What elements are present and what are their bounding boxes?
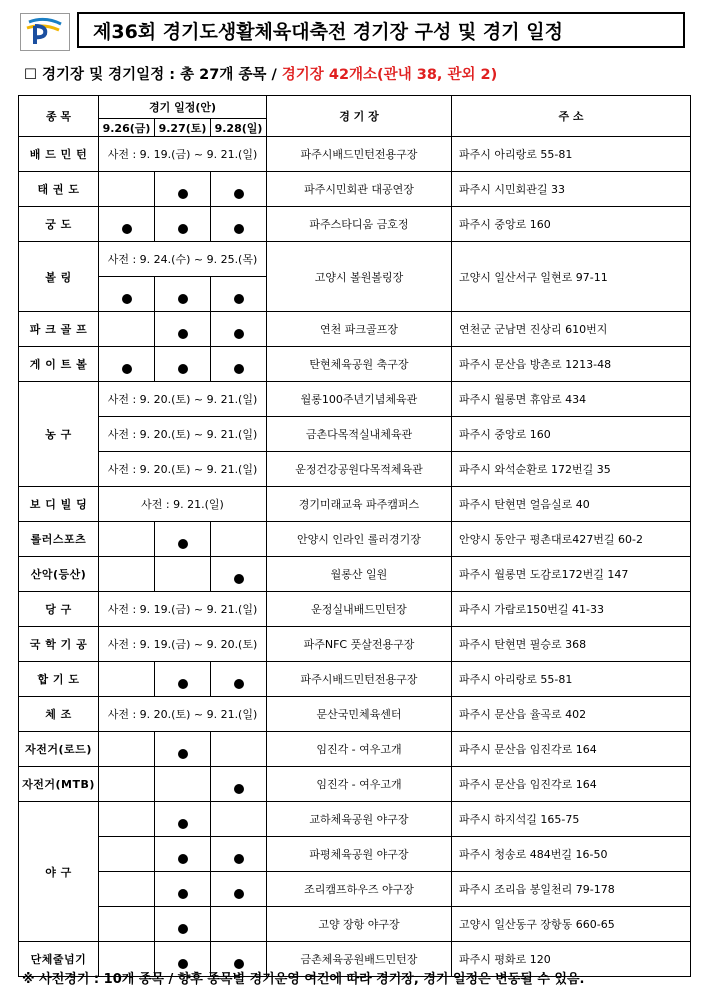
sport-name: 보 디 빌 딩 <box>19 487 99 522</box>
table-row <box>19 802 691 837</box>
venue-address: 파주시 청송로 484번길 16-50 <box>452 837 691 872</box>
sport-name: 산악(등산) <box>19 557 99 592</box>
day2-cell <box>155 872 211 907</box>
footer-note: ※ 사전경기 : 10개 종목 / 향후 종목별 경기운영 여건에 따라 경기장, 경기 일정은 변동될 수 있음. <box>22 972 585 987</box>
sport-name: 체 조 <box>19 697 99 732</box>
venue-address: 파주시 탄현면 얼음실로 40 <box>452 487 691 522</box>
table-row <box>19 347 691 382</box>
venue-address: 연천군 군남면 진상리 610번지 <box>452 312 691 347</box>
venue-address: 파주시 아리랑로 55-81 <box>452 137 691 172</box>
pre-schedule: 사전 : 9. 19.(금) ~ 9. 21.(일) <box>99 137 267 172</box>
venue-address: 파주시 가람로150번길 41-33 <box>452 592 691 627</box>
table-row <box>19 452 691 487</box>
table-row <box>19 627 691 662</box>
venue-name: 월롱100주년기념체육관 <box>267 382 452 417</box>
pre-schedule: 사전 : 9. 20.(토) ~ 9. 21.(일) <box>99 452 267 487</box>
schedule-dot-icon <box>178 189 188 199</box>
venue-address: 고양시 일산서구 일현로 97-11 <box>452 242 691 312</box>
pre-schedule: 사전 : 9. 20.(토) ~ 9. 21.(일) <box>99 417 267 452</box>
day2-cell <box>155 522 211 557</box>
venue-name: 파주시배드민턴전용구장 <box>267 137 452 172</box>
header-venue: 경 기 장 <box>267 96 452 137</box>
day3-cell <box>211 207 267 242</box>
table-row <box>19 837 691 872</box>
table-row <box>19 592 691 627</box>
venue-name: 고양 장항 야구장 <box>267 907 452 942</box>
sport-name: 단체줄넘기 <box>19 942 99 977</box>
table-row <box>19 697 691 732</box>
venue-address: 파주시 월롱면 휴암로 434 <box>452 382 691 417</box>
pre-schedule: 사전 : 9. 19.(금) ~ 9. 20.(토) <box>99 627 267 662</box>
day2-cell <box>155 907 211 942</box>
day1-cell <box>99 662 155 697</box>
day2-cell <box>155 662 211 697</box>
venue-name: 고양시 볼원볼링장 <box>267 242 452 312</box>
table-row <box>19 137 691 172</box>
sport-name: 자전거(로드) <box>19 732 99 767</box>
venue-address: 파주시 시민회관길 33 <box>452 172 691 207</box>
day1-cell <box>99 312 155 347</box>
day3-cell <box>211 802 267 837</box>
venue-name: 파주시배드민턴전용구장 <box>267 662 452 697</box>
table-row <box>19 487 691 522</box>
schedule-dot-icon <box>122 294 132 304</box>
schedule-dot-icon <box>234 784 244 794</box>
schedule-dot-icon <box>178 749 188 759</box>
pre-schedule: 사전 : 9. 20.(토) ~ 9. 21.(일) <box>99 697 267 732</box>
day1-cell <box>99 802 155 837</box>
header-address: 주 소 <box>452 96 691 137</box>
header-day1: 9.26(금) <box>99 119 155 137</box>
logo <box>20 13 70 51</box>
logo-icon <box>21 14 69 50</box>
day2-cell <box>155 767 211 802</box>
venue-address: 고양시 일산동구 장항동 660-65 <box>452 907 691 942</box>
schedule-dot-icon <box>234 189 244 199</box>
schedule-body <box>19 137 691 977</box>
venue-name: 임진각 - 여우고개 <box>267 767 452 802</box>
table-row <box>19 732 691 767</box>
day2-cell <box>155 837 211 872</box>
sport-name: 태 권 도 <box>19 172 99 207</box>
schedule-dot-icon <box>122 364 132 374</box>
table-row <box>19 382 691 417</box>
schedule-dot-icon <box>178 854 188 864</box>
sport-name: 롤러스포츠 <box>19 522 99 557</box>
table-row <box>19 907 691 942</box>
day3-cell <box>211 662 267 697</box>
venue-name: 운정실내배드민턴장 <box>267 592 452 627</box>
day3-cell <box>211 522 267 557</box>
header-day2: 9.27(토) <box>155 119 211 137</box>
schedule-dot-icon <box>178 819 188 829</box>
sport-name: 당 구 <box>19 592 99 627</box>
venue-name: 교하체육공원 야구장 <box>267 802 452 837</box>
table-row <box>19 242 691 277</box>
day3-cell <box>211 347 267 382</box>
table-row <box>19 522 691 557</box>
day2-cell <box>155 172 211 207</box>
schedule-dot-icon <box>122 224 132 234</box>
venue-name: 연천 파크골프장 <box>267 312 452 347</box>
sport-name: 게 이 트 볼 <box>19 347 99 382</box>
schedule-dot-icon <box>178 294 188 304</box>
day3-cell <box>211 732 267 767</box>
day1-cell <box>99 837 155 872</box>
day3-cell <box>211 837 267 872</box>
day2-cell <box>155 277 211 312</box>
schedule-dot-icon <box>178 679 188 689</box>
table-row <box>19 207 691 242</box>
schedule-dot-icon <box>234 574 244 584</box>
venue-address: 파주시 월롱면 도감로172번길 147 <box>452 557 691 592</box>
venue-name: 경기미래교육 파주캠퍼스 <box>267 487 452 522</box>
sport-name: 궁 도 <box>19 207 99 242</box>
venue-address: 파주시 문산읍 임진각로 164 <box>452 767 691 802</box>
venue-name: 운정건강공원다목적체육관 <box>267 452 452 487</box>
header-sport: 종 목 <box>19 96 99 137</box>
sport-name: 파 크 골 프 <box>19 312 99 347</box>
day2-cell <box>155 732 211 767</box>
day2-cell <box>155 557 211 592</box>
table-row <box>19 417 691 452</box>
schedule-dot-icon <box>234 679 244 689</box>
day1-cell <box>99 767 155 802</box>
schedule-dot-icon <box>234 364 244 374</box>
day3-cell <box>211 312 267 347</box>
day1-cell <box>99 732 155 767</box>
page-title: 제36회 경기도생활체육대축전 경기장 구성 및 경기 일정 <box>77 12 685 48</box>
day2-cell <box>155 312 211 347</box>
day1-cell <box>99 872 155 907</box>
venue-name: 파평체육공원 야구장 <box>267 837 452 872</box>
venue-address: 파주시 와석순환로 172번길 35 <box>452 452 691 487</box>
sport-name: 합 기 도 <box>19 662 99 697</box>
table-row <box>19 312 691 347</box>
day3-cell <box>211 557 267 592</box>
pre-schedule: 사전 : 9. 20.(토) ~ 9. 21.(일) <box>99 382 267 417</box>
schedule-dot-icon <box>178 539 188 549</box>
day1-cell <box>99 172 155 207</box>
day1-cell <box>99 557 155 592</box>
sport-name: 자전거(MTB) <box>19 767 99 802</box>
venue-name: 파주NFC 풋살전용구장 <box>267 627 452 662</box>
header-day3: 9.28(일) <box>211 119 267 137</box>
day2-cell <box>155 802 211 837</box>
summary-highlight: 경기장 42개소(관내 38, 관외 2) <box>281 67 498 83</box>
venue-address: 안양시 동안구 평촌대로427번길 60-2 <box>452 522 691 557</box>
day3-cell <box>211 277 267 312</box>
table-row <box>19 767 691 802</box>
schedule-dot-icon <box>234 329 244 339</box>
venue-name: 월롱산 일원 <box>267 557 452 592</box>
venue-name: 파주스타디움 금호정 <box>267 207 452 242</box>
schedule-dot-icon <box>234 889 244 899</box>
schedule-dot-icon <box>234 294 244 304</box>
sport-name: 국 학 기 공 <box>19 627 99 662</box>
day1-cell <box>99 277 155 312</box>
venue-address: 파주시 조리읍 봉일천리 79-178 <box>452 872 691 907</box>
day3-cell <box>211 872 267 907</box>
venue-name: 안양시 인라인 롤러경기장 <box>267 522 452 557</box>
day3-cell <box>211 767 267 802</box>
day2-cell <box>155 347 211 382</box>
day1-cell <box>99 907 155 942</box>
day2-cell <box>155 207 211 242</box>
venue-name: 금촌체육공원배드민턴장 <box>267 942 452 977</box>
summary-line <box>24 63 497 84</box>
venue-address: 파주시 문산읍 임진각로 164 <box>452 732 691 767</box>
schedule-dot-icon <box>178 924 188 934</box>
sport-name: 농 구 <box>19 382 99 487</box>
schedule-dot-icon <box>178 889 188 899</box>
venue-address: 파주시 문산읍 율곡로 402 <box>452 697 691 732</box>
table-row <box>19 557 691 592</box>
schedule-dot-icon <box>178 364 188 374</box>
venue-address: 파주시 문산읍 방촌로 1213-48 <box>452 347 691 382</box>
venue-address: 파주시 아리랑로 55-81 <box>452 662 691 697</box>
schedule-table <box>18 95 691 977</box>
pre-schedule: 사전 : 9. 21.(일) <box>99 487 267 522</box>
venue-address: 파주시 평화로 120 <box>452 942 691 977</box>
venue-address: 파주시 탄현면 필승로 368 <box>452 627 691 662</box>
table-row <box>19 872 691 907</box>
day3-cell <box>211 907 267 942</box>
venue-address: 파주시 중앙로 160 <box>452 207 691 242</box>
header-schedule: 경기 일정(안) <box>99 96 267 119</box>
table-row <box>19 662 691 697</box>
schedule-dot-icon <box>234 224 244 234</box>
venue-name: 금촌다목적실내체육관 <box>267 417 452 452</box>
venue-name: 임진각 - 여우고개 <box>267 732 452 767</box>
sport-name: 야 구 <box>19 802 99 942</box>
sport-name: 볼 링 <box>19 242 99 312</box>
schedule-dot-icon <box>178 329 188 339</box>
summary-prefix: ☐ 경기장 및 경기일정 : 총 27개 종목 / <box>24 67 282 83</box>
day3-cell <box>211 172 267 207</box>
sport-name: 배 드 민 턴 <box>19 137 99 172</box>
table-row <box>19 172 691 207</box>
venue-name: 파주시민회관 대공연장 <box>267 172 452 207</box>
pre-schedule: 사전 : 9. 24.(수) ~ 9. 25.(목) <box>99 242 267 277</box>
day1-cell <box>99 207 155 242</box>
venue-address: 파주시 중앙로 160 <box>452 417 691 452</box>
schedule-dot-icon <box>178 224 188 234</box>
schedule-dot-icon <box>234 854 244 864</box>
venue-name: 탄현체육공원 축구장 <box>267 347 452 382</box>
venue-name: 조리캠프하우즈 야구장 <box>267 872 452 907</box>
venue-name: 문산국민체육센터 <box>267 697 452 732</box>
day1-cell <box>99 347 155 382</box>
pre-schedule: 사전 : 9. 19.(금) ~ 9. 21.(일) <box>99 592 267 627</box>
venue-address: 파주시 하지석길 165-75 <box>452 802 691 837</box>
day1-cell <box>99 522 155 557</box>
